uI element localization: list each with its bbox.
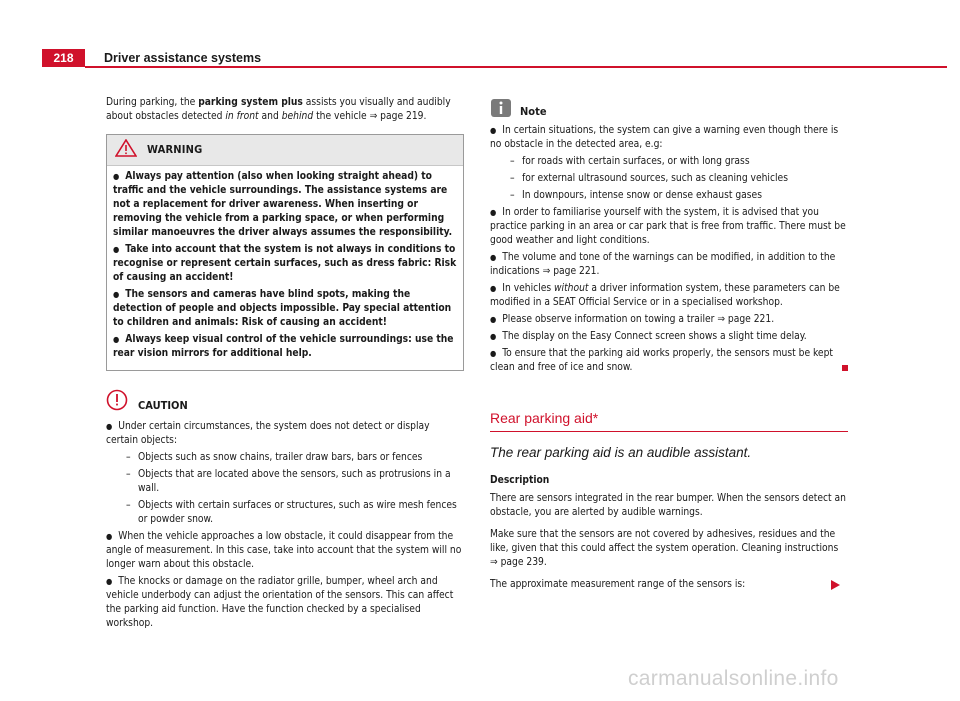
- note-dash-item: – for external ultrasound sources, such as cleaning vehicles: [510, 173, 788, 184]
- info-icon: [490, 98, 512, 123]
- caution-dash-item: – Objects such as snow chains, trailer draw bars, bars or fences: [126, 452, 423, 463]
- note-item: ● In vehicles without a driver information system, these parameters can be modified in a SEAT Official Service or in a specialised workshop.: [490, 283, 840, 308]
- warning-item: ● Always keep visual control of the vehicle surroundings: use the rear vision mirrors for additional help.: [113, 334, 454, 359]
- note-label: Note: [520, 105, 547, 118]
- description-heading: Description: [490, 475, 550, 486]
- warning-label: WARNING: [147, 143, 203, 156]
- description-paragraph: Make sure that the sensors are not covered by adhesives, residues and the like, given that this could affect the system operation. Cleaning instructions ⇒ page 239.: [490, 529, 839, 568]
- note-dash-item: – In downpours, intense snow or dense exhaust gases: [510, 190, 762, 201]
- description-paragraph: The approximate measurement range of the sensors is:: [490, 578, 848, 592]
- right-column: [490, 100, 848, 600]
- warning-item: ● Always pay attention (also when looking straight ahead) to traffic and the vehicle surroundings. The assistance systems are not a replacement for driver awareness. When inserting or removing the vehicle from a parking space, or when performing similar manoeuvres the driver always assumes the responsibility.: [113, 171, 453, 238]
- note-header: [490, 100, 848, 120]
- warning-item: ● The sensors and cameras have blind spots, making the detection of people and objects impossible. Pay special attention to children and animals: Risk of causing an accident!: [113, 289, 452, 328]
- continue-arrow-icon: [831, 580, 840, 590]
- left-column: [106, 96, 464, 634]
- section-subtitle: The rear parking aid is an audible assistant.: [490, 445, 752, 460]
- note-item: ● The volume and tone of the warnings can be modified, in addition to the indications ⇒ page 221.: [490, 252, 836, 277]
- header-rule: [85, 66, 947, 68]
- note-item: ● To ensure that the parking aid works properly, the sensors must be kept clean and free of ice and snow.: [490, 347, 848, 375]
- page-header-title: Driver assistance systems: [104, 51, 262, 65]
- note-item: ● The display on the Easy Connect screen shows a slight time delay.: [490, 331, 807, 342]
- note-item: ● Please observe information on towing a trailer ⇒ page 221.: [490, 314, 775, 325]
- section-title: Rear parking aid*: [490, 409, 848, 432]
- note-dash-item: – for roads with certain surfaces, or with long grass: [510, 156, 750, 167]
- warning-box: [106, 134, 464, 371]
- caution-header: [106, 389, 464, 416]
- caution-dash-item: – Objects that are located above the sensors, such as protrusions in a wall.: [126, 469, 451, 494]
- intro-paragraph: During parking, the parking system plus assists you visually and audibly about obstacles detected in front and behind the vehicle ⇒ page 219.: [106, 97, 451, 122]
- caution-item: ● Under certain circumstances, the system does not detect or display certain objects:: [106, 421, 430, 446]
- watermark: carmanualsonline.info: [628, 667, 839, 690]
- warning-item: ● Take into account that the system is not always in conditions to recognise or represent certain surfaces, such as dress fabric: Risk of causing an accident!: [113, 244, 457, 283]
- note-item: ● In order to familiarise yourself with the system, it is advised that you practice parking in an area or car park that is free from traffic. There must be good weather and light conditions.: [490, 207, 846, 246]
- caution-item: ● The knocks or damage on the radiator grille, bumper, wheel arch and vehicle underbody can adjust the orientation of the sensors. This can affect the parking aid function. Have the function checked by a specialised workshop.: [106, 576, 454, 629]
- caution-dash-item: – Objects with certain surfaces or structures, such as wire mesh fences or powder snow.: [126, 500, 457, 525]
- warning-header: [107, 135, 463, 166]
- caution-label: CAUTION: [138, 398, 188, 412]
- page-number: 218: [42, 49, 85, 67]
- section-end-marker: [842, 365, 848, 371]
- caution-icon: [106, 389, 128, 416]
- description-paragraph: There are sensors integrated in the rear bumper. When the sensors detect an obstacle, you are alerted by audible warnings.: [490, 493, 846, 518]
- warning-triangle-icon: [115, 139, 137, 162]
- caution-item: ● When the vehicle approaches a low obstacle, it could disappear from the angle of measurement. In this case, take into account that the system will no longer warn about this obstacle.: [106, 531, 462, 570]
- note-item: ● In certain situations, the system can give a warning even though there is no obstacle in the detected area, e.g:: [490, 125, 839, 150]
